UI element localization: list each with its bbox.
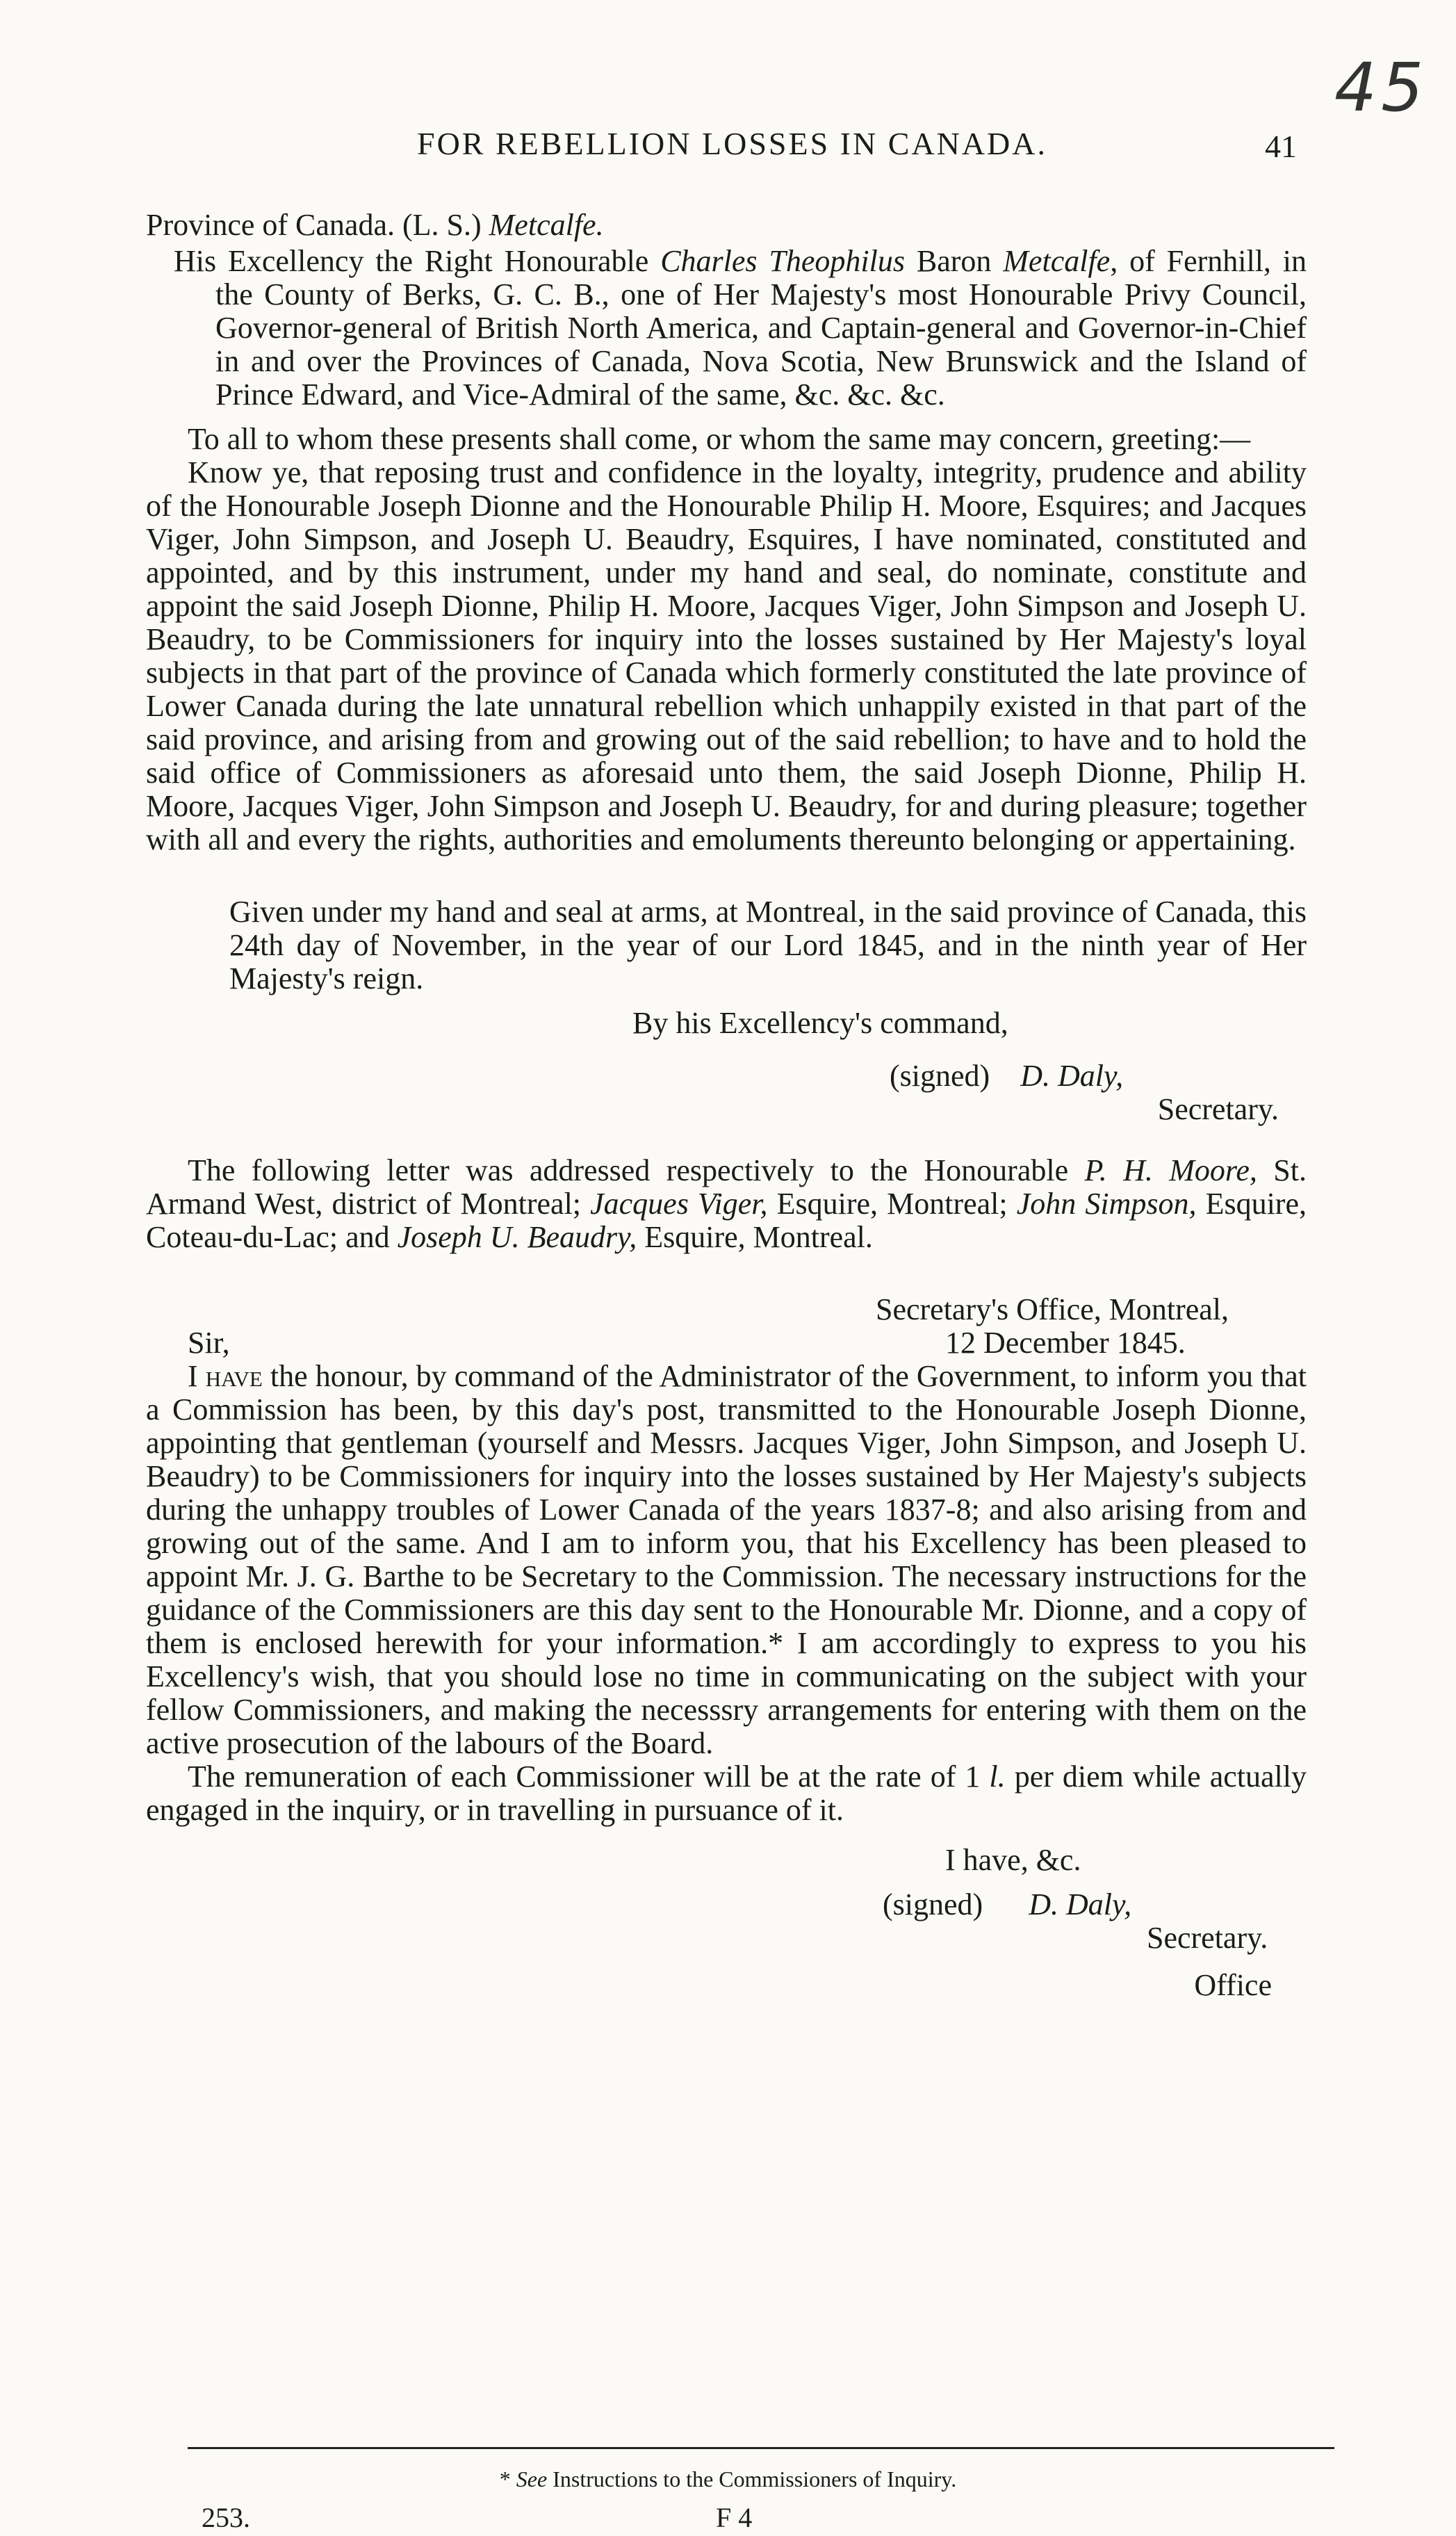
letter-body-paragraph (146, 1360, 1307, 1760)
style-text-4: , one of Her Majesty's most Honourable Privy Council, Governor-general of British North America, and Captain-general and Governor-in-Chief in and over the Provinces of Canada, Nova Scotia, New Brunswick and the Island of Prince Edward, and Vice-Admiral of the same, &c. &c. &c. (215, 277, 1307, 412)
remuneration-text-2: per diem while actually engaged in the inquiry, or in travelling in pursuance of it. (146, 1759, 1307, 1827)
style-order: G. C. B. (493, 277, 602, 311)
letter-signer-title: Secretary. (1147, 1921, 1268, 1955)
intro-letter-paragraph (146, 1154, 1307, 1254)
intro-text-4: Esquire, Coteau-du-Lac; and (146, 1187, 1307, 1254)
handwritten-page-number: 45 (1334, 49, 1428, 127)
province-prefix: Province of Canada. (146, 208, 395, 242)
command-line: By his Excellency's command, (632, 1006, 1008, 1040)
remuneration-paragraph (146, 1760, 1307, 1827)
footnote-see: See (516, 2466, 548, 2492)
letter-closing: I have, &c. (945, 1843, 1081, 1877)
footnote-text: Instructions to the Commissioners of Inquiry. (547, 2466, 957, 2492)
intro-name-1: P. H. Moore, (1084, 1153, 1257, 1187)
running-head (0, 125, 1456, 174)
intro-text-1: The following letter was addressed respectively to the Honourable (188, 1153, 1085, 1187)
province-line (146, 209, 1307, 242)
style-text-1: His Excellency the Right Honourable (174, 244, 661, 278)
governor-style (146, 245, 1307, 412)
letter-date: 12 December 1845. (945, 1326, 1186, 1360)
style-title: Metcalfe (1003, 244, 1111, 278)
style-text-3: , of Fernhill, in the County of Berks, (215, 244, 1307, 311)
signature-number: 253. (202, 2502, 250, 2533)
intro-name-3: John Simpson, (1016, 1187, 1197, 1221)
style-text-2: Baron (905, 244, 1004, 278)
footnote-rule (188, 2447, 1334, 2449)
letter-office-line: Secretary's Office, Montreal, (876, 1292, 1229, 1326)
letter-signature (146, 1888, 1307, 1921)
remuneration-text-1: The remuneration of each Commissioner will be at the rate of 1 (188, 1759, 990, 1794)
intro-text-3: Esquire, Montreal; (767, 1187, 1017, 1221)
salutation: Sir, (188, 1326, 230, 1360)
greeting-paragraph: To all to whom these presents shall come, or whom the same may concern, greeting:— (188, 422, 1251, 456)
signature-mark: F 4 (716, 2502, 753, 2533)
letter-opening-word: I have (188, 1359, 263, 1393)
salutation-row (146, 1326, 1307, 1360)
letter-body-text: the honour, by command of the Administrator of the Government, to inform you that a Commission has been, by this day's post, transmitted to the Honourable Joseph Dionne, appointing that gentleman (yourself and Messrs. Jacques Viger, John Simpson, and Joseph U. Beaudry) to be Commissioners for inquiry into the losses sustained by Her Majesty's subjects during the unhappy troubles of Lower Canada of the years 1837-8; and also arising from and growing out of the same. And I am to inform you, that his Excellency has been pleased to appoint Mr. J. G. Barthe to be Secretary to the Commission. The necessary instructions for the guidance of the Commissioners are this day sent to the Honourable Mr. Dionne, and a copy of them is enclosed herewith for your information.* I am accordingly to express to you his Excellency's wish, that you should lose no time in communicating on the subject with your fellow Commissioners, and making the necesssry arrangements for entering with them on the active prosecution of the labours of the Board. (146, 1359, 1307, 1760)
catchword: Office (1194, 1968, 1272, 2002)
footnote-mark: * (499, 2466, 516, 2492)
seal-mark: (L. S.) (402, 208, 482, 242)
footnote (0, 2466, 1456, 2492)
page-body (146, 209, 1307, 2002)
know-ye-paragraph: Know ye, that reposing trust and confidence in the loyalty, integrity, prudence and ability of the Honourable Joseph Dionne and the Honourable Philip H. Moore, Esquires; and Jacques Viger, John Simpson, and Joseph U. Beaudry, Esquires, I have nominated, constituted and appointed, and by this instrument, under my hand and seal, do nominate, constitute and appoint the said Joseph Dionne, Philip H. Moore, Jacques Viger, John Simpson and Joseph U. Beaudry, to be Commissioners for inquiry into the losses sustained by Her Majesty's loyal subjects in that part of the province of Canada which formerly constituted the late province of Lower Canada during the late unnatural rebellion which unhappily existed in that part of the said province, and arising from and growing out of the said rebellion; to have and to hold the said office of Commissioners as aforesaid unto them, the said Joseph Dionne, Philip H. Moore, Jacques Viger, John Simpson and Joseph U. Beaudry, for and during pleasure; together with all and every the rights, authorities and emoluments thereunto belonging or appertaining. (146, 455, 1307, 856)
intro-name-2: Jacques Viger, (590, 1187, 768, 1221)
intro-text-5: Esquire, Montreal. (637, 1220, 873, 1254)
signer-name: D. Daly, (1020, 1059, 1124, 1093)
signed-label: (signed) (890, 1059, 990, 1093)
letter-signed-label: (signed) (883, 1887, 983, 1921)
running-title: FOR REBELLION LOSSES IN CANADA. (417, 126, 1047, 161)
style-name: Charles Theophilus (660, 244, 905, 278)
signatory: Metcalfe. (489, 208, 604, 242)
intro-name-4: Joseph U. Beaudry, (397, 1220, 637, 1254)
letter-signer-name: D. Daly, (1029, 1887, 1132, 1921)
remuneration-currency: l. (989, 1759, 1006, 1794)
page-number: 41 (1265, 129, 1297, 164)
intro-text-2: St. Armand West, district of Montreal; (146, 1153, 1307, 1221)
given-under-paragraph: Given under my hand and seal at arms, at Montreal, in the said province of Canada, this 24th day of November, in the year of our Lord 1845, and in the ninth year of Her Majesty's reign. (229, 895, 1307, 995)
commission-signature (146, 1059, 1307, 1093)
commission-signer-title: Secretary. (1157, 1092, 1279, 1126)
